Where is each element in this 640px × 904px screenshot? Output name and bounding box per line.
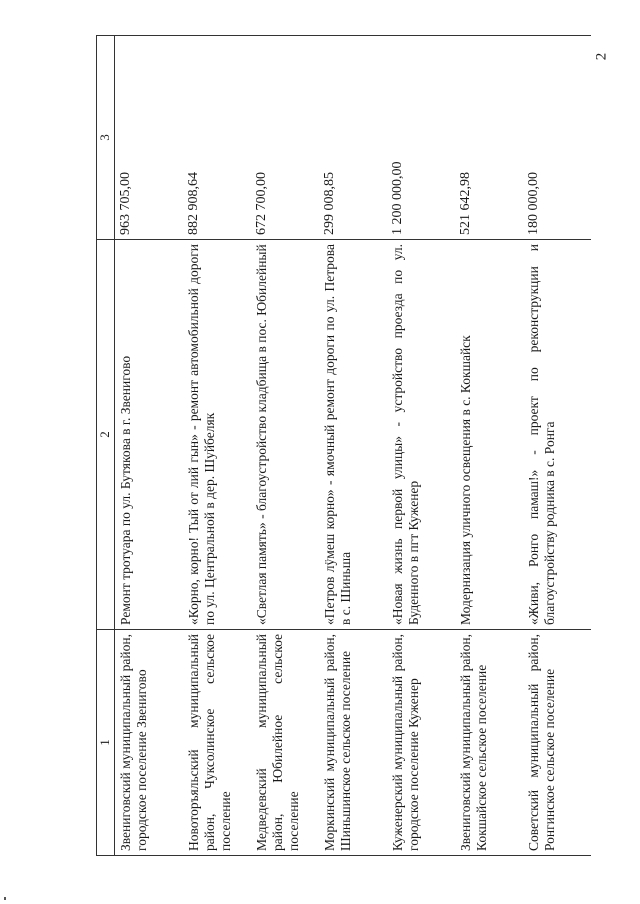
table-row xyxy=(183,36,251,856)
amount-cell: 299 008,85 xyxy=(319,36,387,240)
table-row xyxy=(455,36,523,856)
table-row xyxy=(251,36,319,856)
column-header-1: 1 xyxy=(97,630,115,856)
rotated-table-container xyxy=(96,36,632,856)
amount-cell: 1 200 000,00 xyxy=(387,36,455,240)
funding-table xyxy=(96,35,591,856)
amount-cell: 521 642,98 xyxy=(455,36,523,240)
table-header-row xyxy=(97,36,115,856)
municipality-cell: Куженерский муниципальный район, городское поселение Куженер xyxy=(387,630,455,856)
municipality-cell: Моркинский муниципальный район, Шиньшинское сельское поселение xyxy=(319,630,387,856)
municipality-cell: Звениговский муниципальный район, городское поселение Звенигово xyxy=(115,630,184,856)
column-header-2: 2 xyxy=(97,240,115,630)
table-row xyxy=(387,36,455,856)
project-cell: «Корно, корно! Тый от лий гын» - ремонт автомобильной дороги по ул. Центральной в дер. Шуйбеляк xyxy=(183,240,251,630)
scan-mark xyxy=(4,897,6,900)
project-cell: Ремонт тротуара по ул. Бутякова в г. Звенигово xyxy=(115,240,184,630)
municipality-cell: Новоторъяльский муниципальный район, Чуксолинское сельское поселение xyxy=(183,630,251,856)
amount-cell: 180 000,00 xyxy=(523,36,591,240)
table-row xyxy=(319,36,387,856)
amount-cell: 672 700,00 xyxy=(251,36,319,240)
page-number: 2 xyxy=(593,52,610,61)
table-row xyxy=(115,36,184,856)
project-cell: «Живи, Ронго памаш!» - проект по реконструкции и благоустройству родника в с. Ронга xyxy=(523,240,591,630)
amount-cell: 882 908,64 xyxy=(183,36,251,240)
project-cell: «Светлая память» - благоустройство кладбища в пос. Юбилейный xyxy=(251,240,319,630)
table-row xyxy=(523,36,591,856)
project-cell: «Новая жизнь первой улицы» - устройство проезда по ул. Буденного в пгт Куженер xyxy=(387,240,455,630)
column-header-3: 3 xyxy=(97,36,115,240)
municipality-cell: Звениговский муниципальный район, Кокшайское сельское поселение xyxy=(455,630,523,856)
amount-cell: 963 705,00 xyxy=(115,36,184,240)
project-cell: «Петров лÿмеш корно» - ямочный ремонт дороги по ул. Петрова в с. Шиньша xyxy=(319,240,387,630)
municipality-cell: Советский муниципальный район, Ронгинское сельское поселение xyxy=(523,630,591,856)
municipality-cell: Медведевский муниципальный район, Юбилейное сельское поселение xyxy=(251,630,319,856)
project-cell: Модернизация уличного освещения в с. Кокшайск xyxy=(455,240,523,630)
